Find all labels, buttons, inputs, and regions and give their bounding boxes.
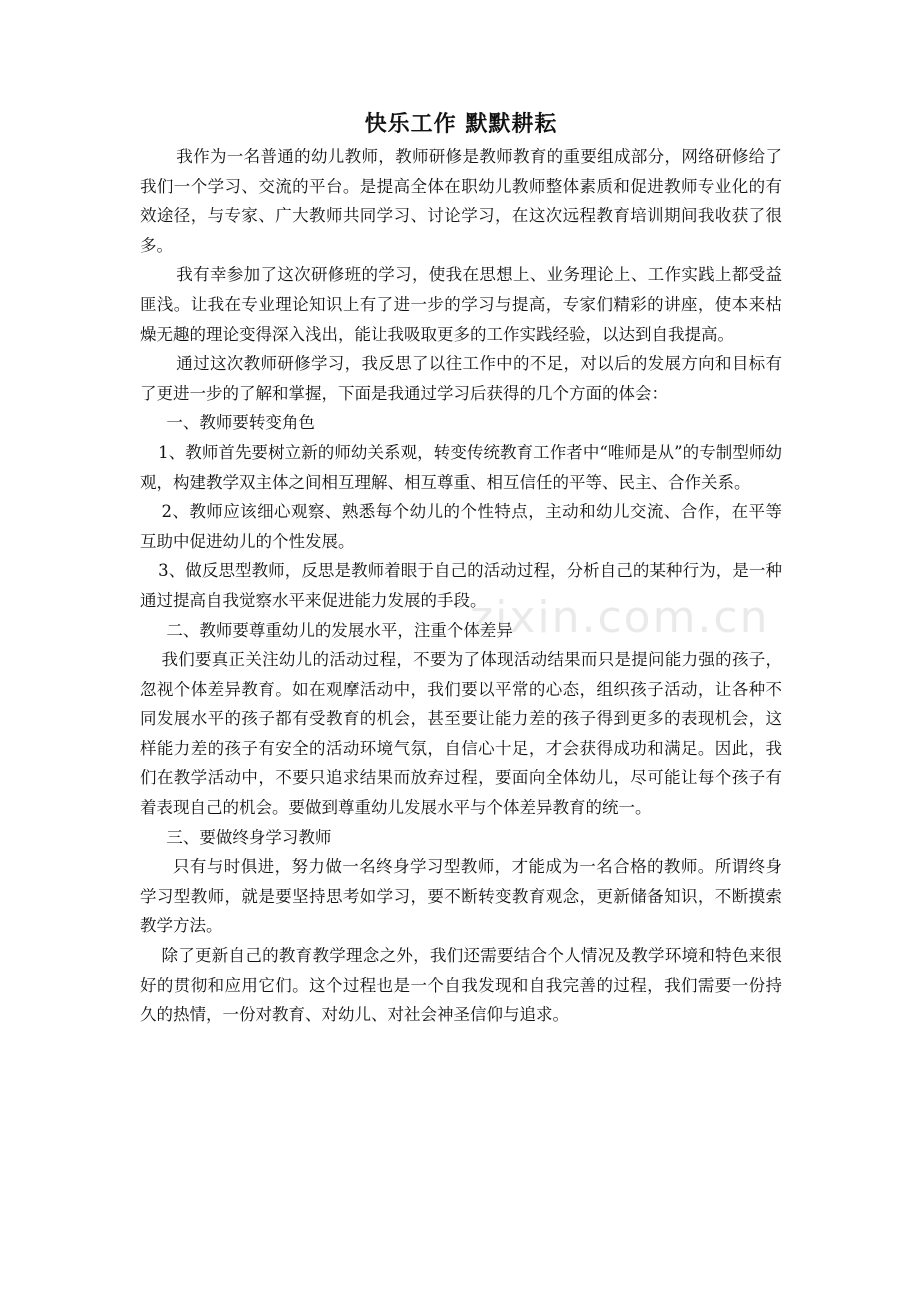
document-page bbox=[140, 108, 782, 1030]
document-title: 快乐工作 默默耕耘 bbox=[364, 112, 558, 137]
paragraph-respect-development: 我们要真正关注幼儿的活动过程，不要为了体现活动结果而只是提问能力强的孩子，忽视个体差异教育。如在观摩活动中，我们要以平常的心态，组织孩子活动，让各种不同发展水平的孩子都有受教育的机会，甚至要让能力差的孩子得到更多的表现机会，这样能力差的孩子有安全的活动环境气氛，自信心十足，才会获得成功和满足。因此，我们在教学活动中，不要只追求结果而放弃过程，要面向全体幼儿，尽可能让每个孩子有着表现自己的机会。要做到尊重幼儿发展水平与个体差异教育的统一。 bbox=[140, 650, 782, 818]
paragraph-participation: 我有幸参加了这次研修班的学习，使我在思想上、业务理论上、工作实践上都受益匪浅。让我在专业理论知识上有了进一步的学习与提高，专家们精彩的讲座，使本来枯燥无趣的理论变得深入浅出，能让我吸取更多的工作实践经验，以达到自我提高。 bbox=[140, 265, 782, 344]
section-heading-2: 二、教师要尊重幼儿的发展水平，注重个体差异 bbox=[166, 620, 513, 640]
section-heading-1: 一、教师要转变角色 bbox=[166, 413, 315, 433]
paragraph-lifelong-learning: 只有与时俱进，努力做一名终身学习型教师，才能成为一名合格的教师。所谓终身学习型教师，就是要坚持思考如学习，要不断转变教育观念，更新储备知识，不断摸索教学方法。 bbox=[140, 857, 782, 936]
paragraph-intro: 我作为一名普通的幼儿教师，教师研修是教师教育的重要组成部分，网络研修给了我们一个学习、交流的平台。是提高全体在职幼儿教师整体素质和促进教师专业化的有效途径，与专家、广大教师共同学习、讨论学习，在这次远程教育培训期间我收获了很多。 bbox=[140, 147, 782, 255]
watermark-text: zixin.com.cn bbox=[470, 592, 770, 643]
paragraph-reflection: 通过这次教师研修学习，我反思了以往工作中的不足，对以后的发展方向和目标有了更进一步的了解和掌握，下面是我通过学习后获得的几个方面的体会： bbox=[140, 354, 782, 403]
paragraph-point-2: 2、教师应该细心观察、熟悉每个幼儿的个性特点，主动和幼儿交流、合作，在平等互助中促进幼儿的个性发展。 bbox=[140, 502, 782, 551]
paragraph-point-1: 1、教师首先要树立新的师幼关系观，转变传统教育工作者中“唯师是从”的专制型师幼观，构建教学双主体之间相互理解、相互尊重、相互信任的平等、民主、合作关系。 bbox=[140, 442, 782, 492]
section-heading-3: 三、要做终身学习教师 bbox=[166, 827, 332, 847]
paragraph-closing: 除了更新自己的教育教学理念之外，我们还需要结合个人情况及教学环境和特色来很好的贯彻和应用它们。这个过程也是一个自我发现和自我完善的过程，我们需要一份持久的热情，一份对教育、对幼儿、对社会神圣信仰与追求。 bbox=[140, 946, 782, 1025]
paragraph-point-3: 3、做反思型教师，反思是教师着眼于自己的活动过程，分析自己的某种行为，是一种通过提高自我觉察水平来促进能力发展的手段。 bbox=[140, 561, 782, 610]
